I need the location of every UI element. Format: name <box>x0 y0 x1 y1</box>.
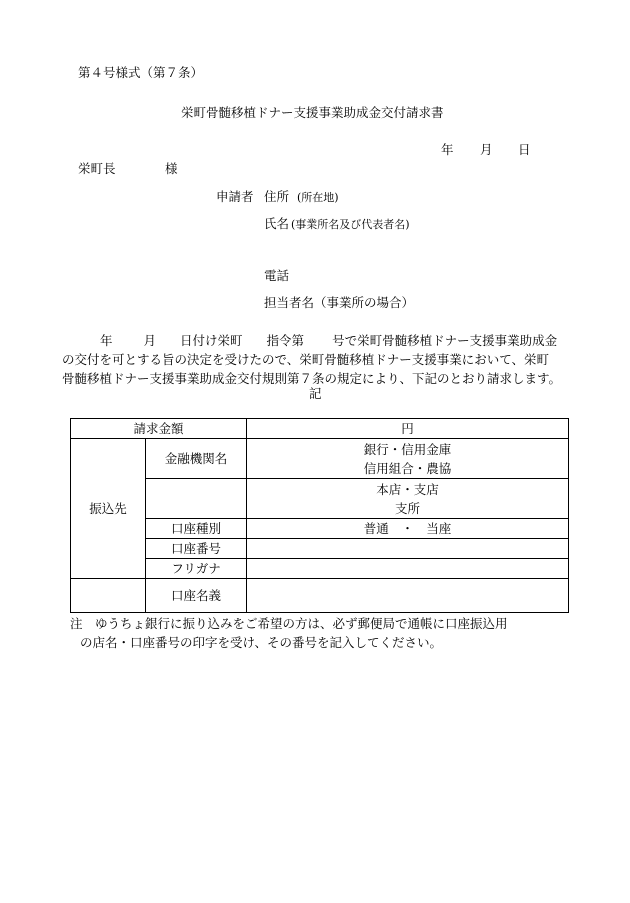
table-row <box>71 539 569 559</box>
furigana-field[interactable] <box>247 559 569 579</box>
form-number: 第４号様式（第７条） <box>78 65 204 80</box>
para-dated: 日付け栄町 <box>180 333 243 348</box>
phone-label: 電話 <box>264 268 290 283</box>
table-row <box>71 579 569 613</box>
form-title: 栄町骨髄移植ドナー支援事業助成金交付請求書 <box>181 105 444 120</box>
table-row <box>71 479 569 500</box>
account-number-field[interactable] <box>247 539 569 559</box>
paragraph-line-3: 骨髄移植ドナー支援事業助成金交付規則第７条の規定により、下記のとおり請求します。 <box>62 371 562 386</box>
para-year: 年 <box>100 333 113 348</box>
transfer-form-table <box>70 418 569 613</box>
note <box>70 614 508 652</box>
bank-name-label-cont <box>146 479 247 519</box>
transfer-label: 振込先 <box>71 439 146 579</box>
contact-label: 担当者名（事業所の場合） <box>264 295 415 310</box>
account-type-options: 普通 ・ 当座 <box>363 521 452 536</box>
para-rest: 号で栄町骨髄移植ドナー支援事業助成金 <box>332 333 558 348</box>
date-year: 年 <box>441 142 454 157</box>
name-label: 氏名 <box>264 216 290 231</box>
request-paragraph <box>62 331 562 388</box>
bank-type-2: 信用組合・農協 <box>363 461 452 476</box>
para-directive: 指令第 <box>266 333 305 348</box>
transfer-label-end <box>71 579 146 613</box>
claim-amount-field[interactable] <box>247 419 569 439</box>
yen-unit: 円 <box>401 421 414 436</box>
branch-office-field[interactable] <box>247 499 569 519</box>
bank-type-1: 銀行・信用金庫 <box>363 441 452 457</box>
claim-amount-label: 請求金額 <box>71 419 247 439</box>
address-note: (所在地) <box>297 191 339 204</box>
recipient-name: 栄町長 <box>78 161 116 176</box>
table-row <box>71 559 569 579</box>
note-line-2: の店名・口座番号の印字を受け、その番号を記入してください。 <box>80 635 443 650</box>
account-type-field[interactable] <box>247 519 569 539</box>
account-holder-label: 口座名義 <box>146 579 247 613</box>
branch-type-field[interactable] <box>247 479 569 500</box>
furigana-label: フリガナ <box>146 559 247 579</box>
bank-type-field-2[interactable] <box>247 459 569 479</box>
bank-type-field[interactable] <box>247 439 569 460</box>
paragraph-line-2: の交付を可とする旨の決定を受けたので、栄町骨髄移植ドナー支援事業において、栄町 <box>62 352 550 367</box>
branch-type: 本店・支店 <box>376 481 439 497</box>
account-holder-field[interactable] <box>247 579 569 613</box>
ki-marker: 記 <box>309 386 322 401</box>
para-month: 月 <box>143 333 157 348</box>
address-label: 住所 <box>264 189 290 204</box>
note-line-1: 注 ゆうちょ銀行に振り込みをご希望の方は、必ず郵便局で通帳に口座振込用 <box>70 616 508 631</box>
account-number-label: 口座番号 <box>146 539 247 559</box>
table-row <box>71 519 569 539</box>
paragraph-line-1 <box>62 331 562 350</box>
name-note: (事業所名及び代表者名) <box>291 218 410 231</box>
table-row <box>71 439 569 460</box>
branch-office: 支所 <box>395 501 421 516</box>
table-row <box>71 419 569 439</box>
applicant-label: 申請者 <box>216 189 254 204</box>
date-month: 月 <box>480 142 493 157</box>
account-type-label: 口座種別 <box>146 519 247 539</box>
bank-name-label: 金融機関名 <box>146 439 247 479</box>
recipient-honorific: 様 <box>165 161 178 176</box>
date-day: 日 <box>518 142 531 157</box>
